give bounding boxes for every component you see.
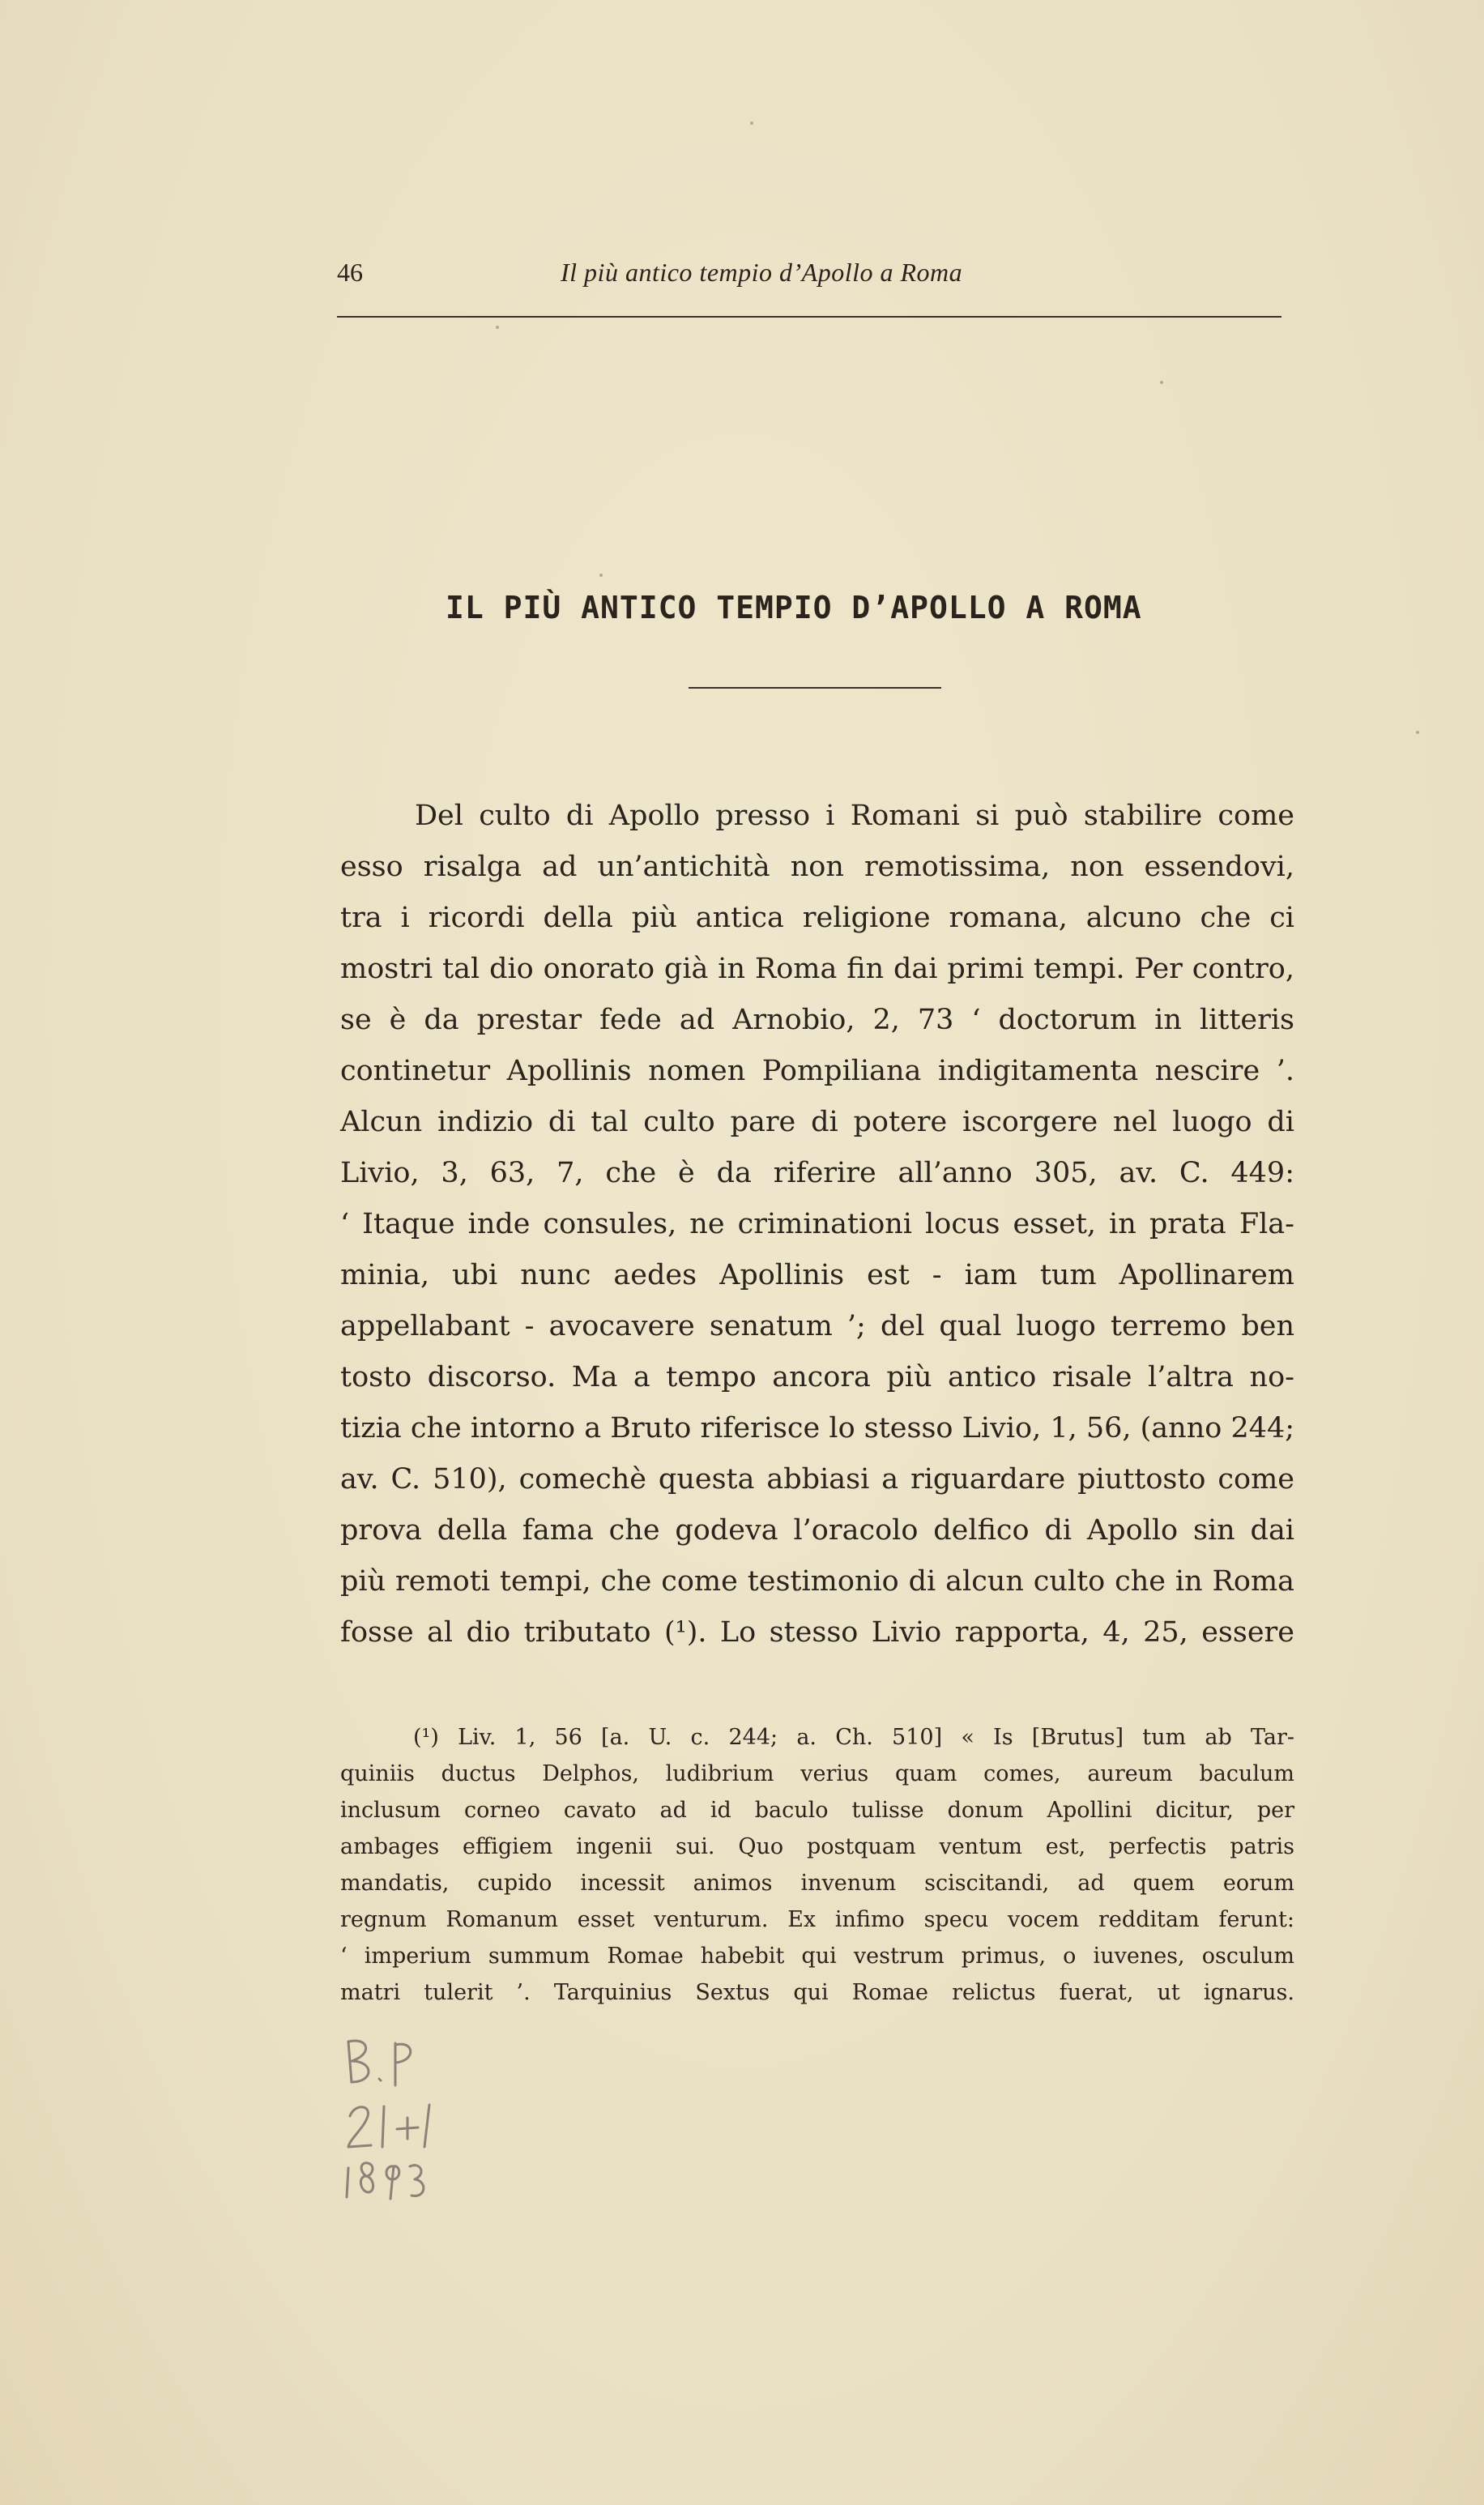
footnote-line: matri tulerit ’. Tarquinius Sextus qui Romae relictus fuerat, ut ignarus.	[340, 1980, 1294, 2005]
footnote-line: ‘ imperium summum Romae habebit qui vestrum primus, o iuvenes, osculum	[340, 1944, 1294, 1969]
footnote-line: inclusum corneo cavato ad id baculo tulisse donum Apollini dicitur, per	[340, 1798, 1294, 1823]
footnote-line: ambages effigiem ingenii sui. Quo postquam ventum est, perfectis patris	[340, 1834, 1294, 1859]
handwritten-shelfmark	[337, 2025, 531, 2212]
body-line: esso risalga ad un’antichità non remotissima, non essendovi,	[340, 851, 1294, 883]
footnote-line: (¹) Liv. 1, 56 [a. U. c. 244; a. Ch. 510] « Is [Brutus] tum ab Tar-	[413, 1725, 1294, 1750]
body-line: appellabant - avocavere senatum ’; del qual luogo terremo ben	[340, 1310, 1294, 1342]
body-line: più remoti tempi, che come testimonio di alcun culto che in Roma	[340, 1565, 1294, 1598]
body-line: Del culto di Apollo presso i Romani si può stabilire come	[415, 800, 1294, 832]
body-line: fosse al dio tributato (¹). Lo stesso Livio rapporta, 4, 25, essere	[340, 1616, 1294, 1649]
body-line: prova della fama che godeva l’oracolo delfico di Apollo sin dai	[340, 1514, 1294, 1547]
footnote-line: quiniis ductus Delphos, ludibrium verius quam comes, aureum baculum	[340, 1761, 1294, 1786]
body-line: tra i ricordi della più antica religione romana, alcuno che ci	[340, 902, 1294, 934]
body-line: ‘ Itaque inde consules, ne criminationi locus esset, in prata Fla-	[340, 1208, 1294, 1240]
footnotes	[340, 1719, 1294, 2011]
body-line: Alcun indizio di tal culto pare di potere iscorgere nel luogo di	[340, 1106, 1294, 1138]
running-head	[337, 258, 1298, 297]
article-title: IL PIÙ ANTICO TEMPIO D’APOLLO A ROMA	[446, 590, 1142, 625]
body-line: continetur Apollinis nomen Pompiliana indigitamenta nescire ’.	[340, 1055, 1294, 1087]
running-title: Il più antico tempio d’Apollo a Roma	[561, 258, 963, 287]
body-line: Livio, 3, 63, 7, che è da riferire all’anno 305, av. C. 449:	[340, 1157, 1294, 1189]
body-line: tosto discorso. Ma a tempo ancora più antico risale l’altra no-	[340, 1361, 1294, 1393]
footnote-line: mandatis, cupido incessit animos invenum sciscitandi, ad quem eorum	[340, 1871, 1294, 1896]
body-line: se è da prestar fede ad Arnobio, 2, 73 ‘ doctorum in litteris	[340, 1004, 1294, 1036]
header-rule	[337, 316, 1281, 318]
body-line: tizia che intorno a Bruto riferisce lo stesso Livio, 1, 56, (anno 244;	[340, 1412, 1295, 1445]
body-line: mostri tal dio onorato già in Roma fin dai primi tempi. Per contro,	[340, 953, 1294, 985]
body-line: minia, ubi nunc aedes Apollinis est - iam tum Apollinarem	[340, 1259, 1294, 1291]
body-text	[340, 791, 1294, 1658]
title-rule	[689, 687, 941, 689]
page-number: 46	[337, 258, 363, 287]
body-line: av. C. 510), comechè questa abbiasi a riguardare piuttosto come	[340, 1463, 1294, 1496]
footnote-line: regnum Romanum esset venturum. Ex infimo specu vocem redditam ferunt:	[340, 1907, 1294, 1932]
